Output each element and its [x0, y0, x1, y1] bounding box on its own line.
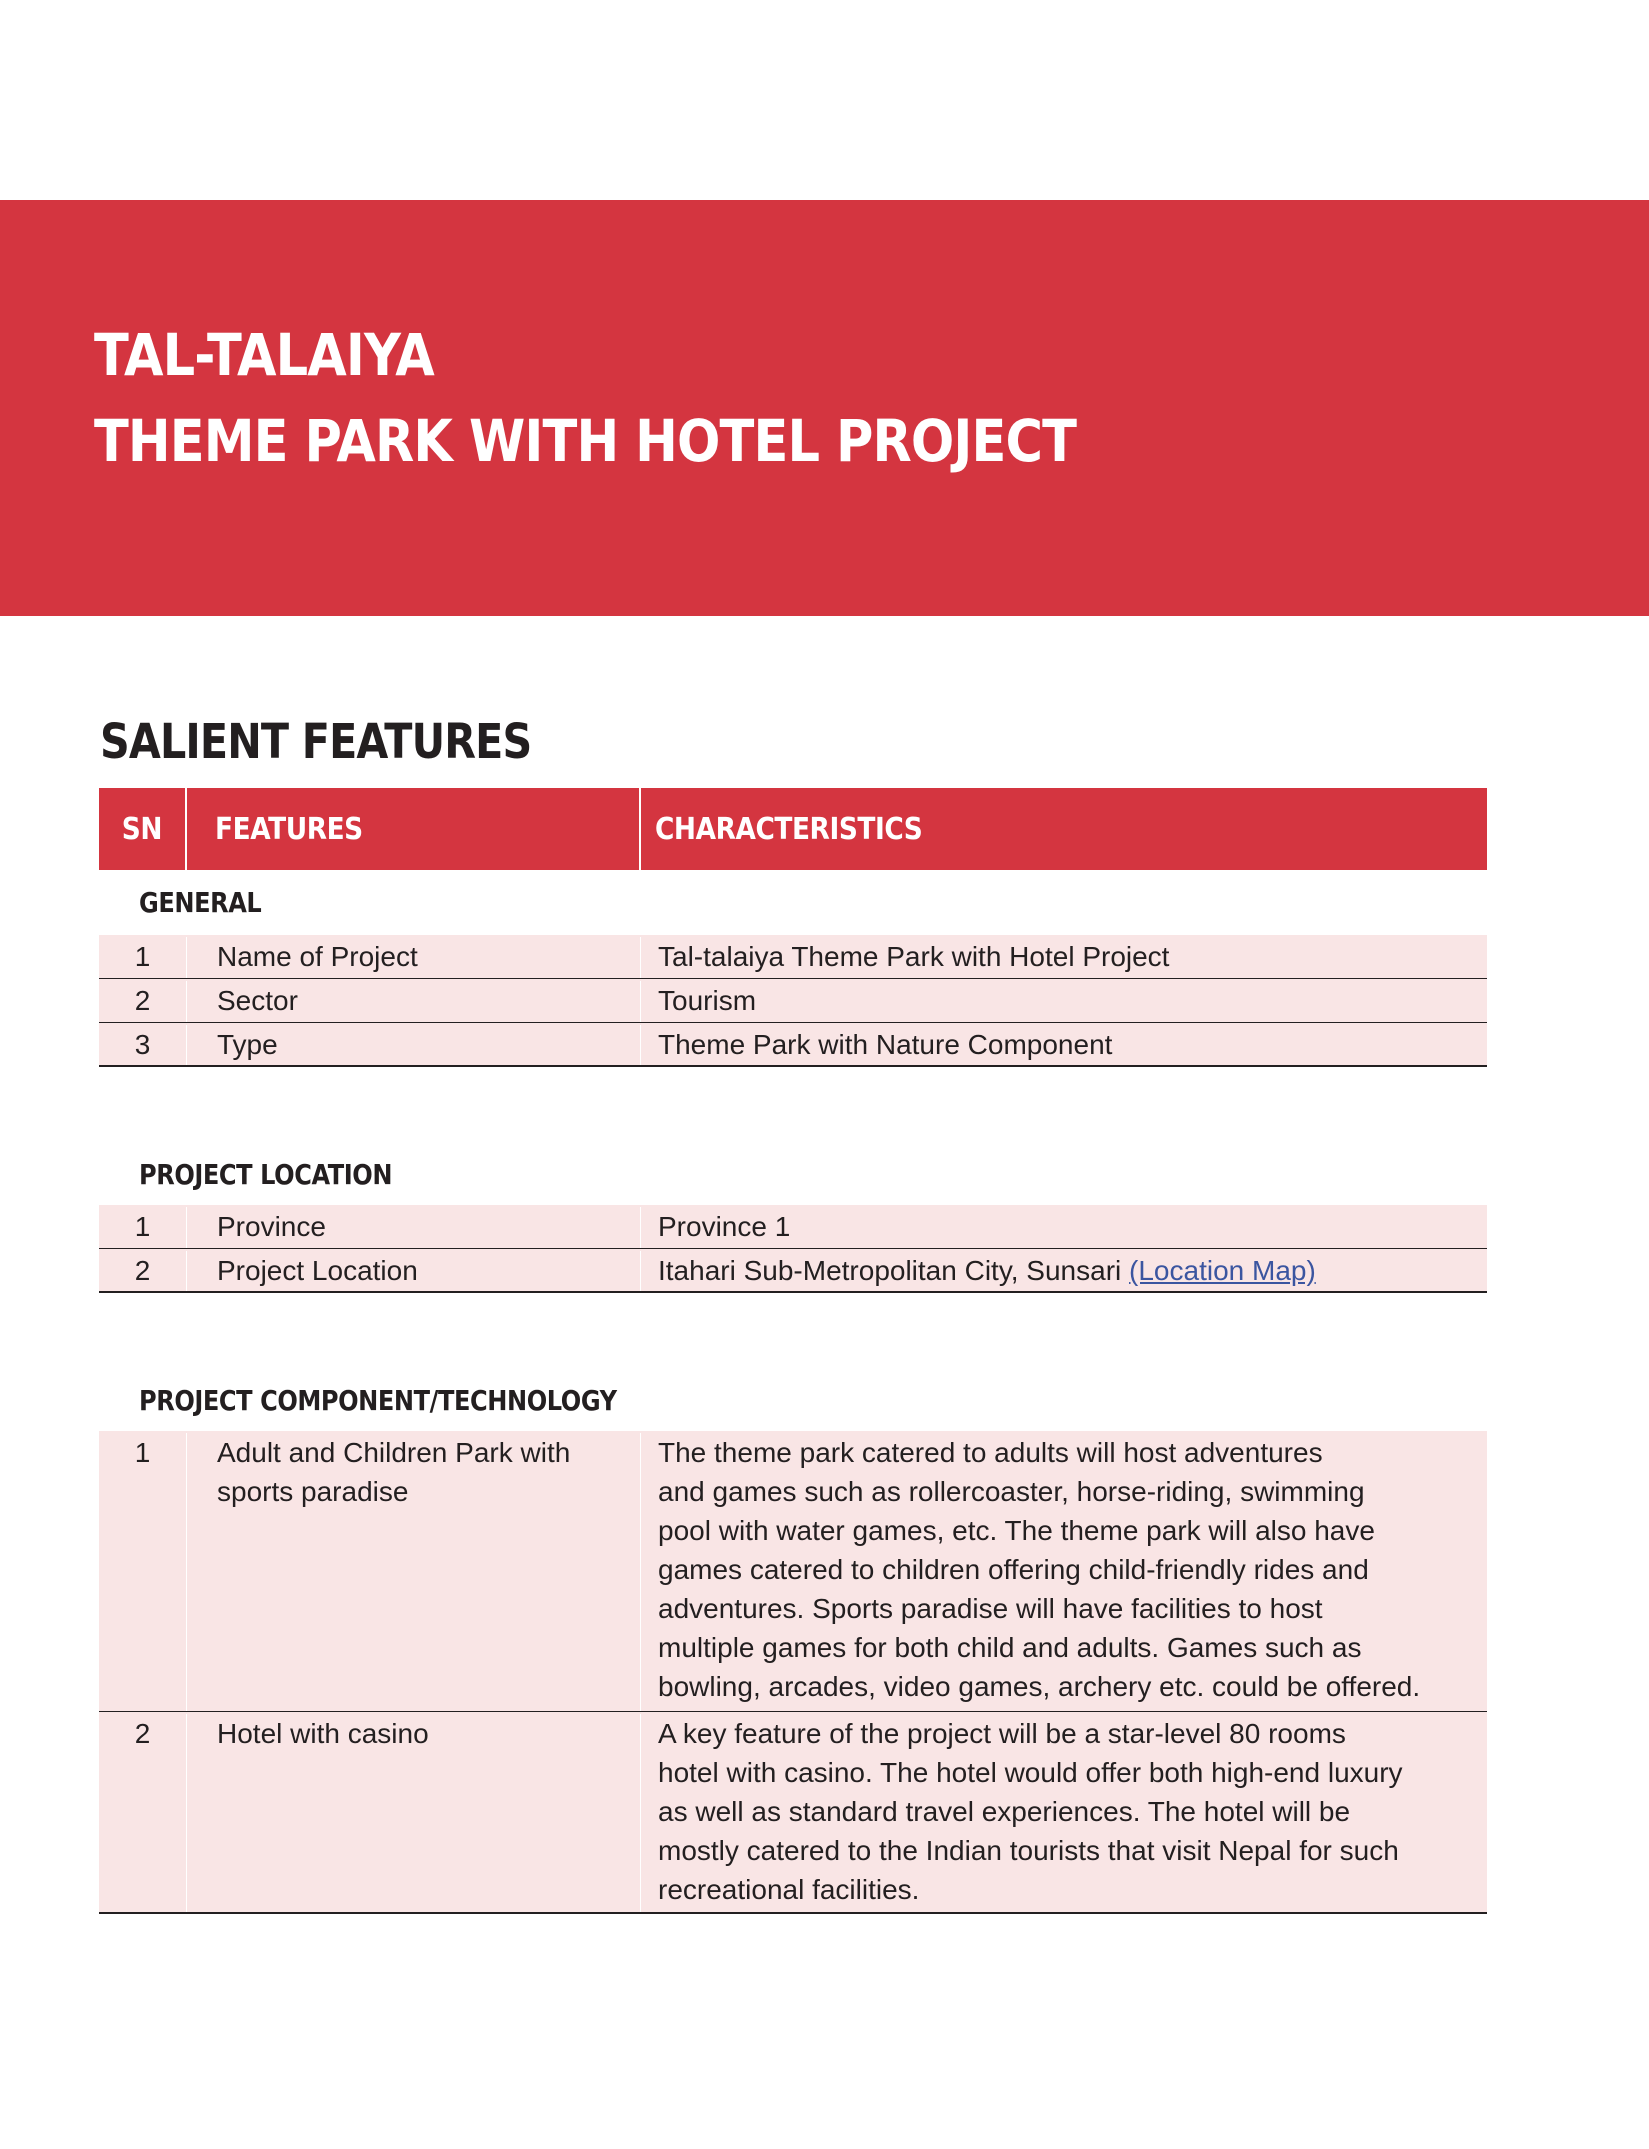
characteristic-line: multiple games for both child and adults. Games such as: [658, 1632, 1362, 1663]
row-characteristic: [641, 1251, 1487, 1291]
title-line-1: TAL-TALAIYA: [94, 321, 434, 389]
row-feature: Name of Project: [187, 937, 641, 978]
group-label-project-location: PROJECT LOCATION: [139, 1158, 393, 1191]
row-feature: [187, 1433, 641, 1711]
row-characteristic: Province 1: [658, 1211, 791, 1242]
row-sn: 3: [99, 1025, 187, 1065]
row-feature: Project Location: [187, 1251, 641, 1291]
characteristic-line: as well as standard travel experiences. The hotel will be: [658, 1796, 1351, 1827]
row-characteristic: Tourism: [658, 985, 757, 1016]
table-row: [99, 1205, 1487, 1249]
characteristic-line: mostly catered to the Indian tourists that visit Nepal for such: [658, 1835, 1399, 1866]
section-heading: SALIENT FEATURES: [100, 714, 532, 770]
table-header-row: [99, 788, 1487, 870]
header-sn: SN: [99, 788, 187, 870]
salient-features-table: [99, 788, 1487, 1914]
table-row: [99, 1431, 1487, 1712]
row-sn: 1: [99, 1207, 187, 1248]
table-row: [99, 935, 1487, 979]
row-feature: Sector: [187, 981, 641, 1022]
row-sn: 1: [99, 937, 187, 978]
row-feature: [187, 1714, 641, 1912]
characteristic-line: bowling, arcades, video games, archery etc. could be offered.: [658, 1671, 1421, 1702]
characteristic-line: pool with water games, etc. The theme park will also have: [658, 1515, 1375, 1546]
row-feature: Type: [187, 1025, 641, 1065]
characteristic-line: hotel with casino. The hotel would offer both high-end luxury: [658, 1757, 1403, 1788]
feature-line: Adult and Children Park with: [217, 1437, 571, 1468]
header-features: FEATURES: [187, 788, 641, 870]
header-characteristics: CHARACTERISTICS: [655, 811, 923, 847]
table-row: [99, 1712, 1487, 1914]
location-text: Itahari Sub-Metropolitan City, Sunsari: [658, 1255, 1122, 1286]
table-row: [99, 1023, 1487, 1067]
feature-line: Hotel with casino: [217, 1718, 429, 1749]
group-label-project-component: PROJECT COMPONENT/TECHNOLOGY: [139, 1384, 617, 1417]
characteristic-line: The theme park catered to adults will host adventures: [658, 1437, 1323, 1468]
row-characteristic: [641, 1714, 1487, 1912]
characteristic-line: recreational facilities.: [658, 1874, 920, 1905]
row-feature: Province: [187, 1207, 641, 1248]
characteristic-line: adventures. Sports paradise will have facilities to host: [658, 1593, 1323, 1624]
feature-line: sports paradise: [217, 1476, 409, 1507]
row-characteristic: Theme Park with Nature Component: [658, 1029, 1113, 1060]
title-line-2: THEME PARK WITH HOTEL PROJECT: [94, 407, 1077, 475]
characteristic-line: games catered to children offering child-friendly rides and: [658, 1554, 1369, 1585]
location-map-link[interactable]: (Location Map): [1129, 1255, 1316, 1286]
table-row: [99, 979, 1487, 1023]
row-sn: 1: [99, 1433, 187, 1711]
row-sn: 2: [99, 1251, 187, 1291]
row-characteristic: Tal-talaiya Theme Park with Hotel Project: [658, 941, 1170, 972]
characteristic-line: and games such as rollercoaster, horse-riding, swimming: [658, 1476, 1365, 1507]
characteristic-line: A key feature of the project will be a star-level 80 rooms: [658, 1718, 1346, 1749]
page-title: [94, 312, 1076, 484]
row-sn: 2: [99, 1714, 187, 1912]
row-sn: 2: [99, 981, 187, 1022]
group-label-general: GENERAL: [139, 886, 262, 919]
row-characteristic: [641, 1433, 1487, 1711]
table-row: [99, 1249, 1487, 1293]
